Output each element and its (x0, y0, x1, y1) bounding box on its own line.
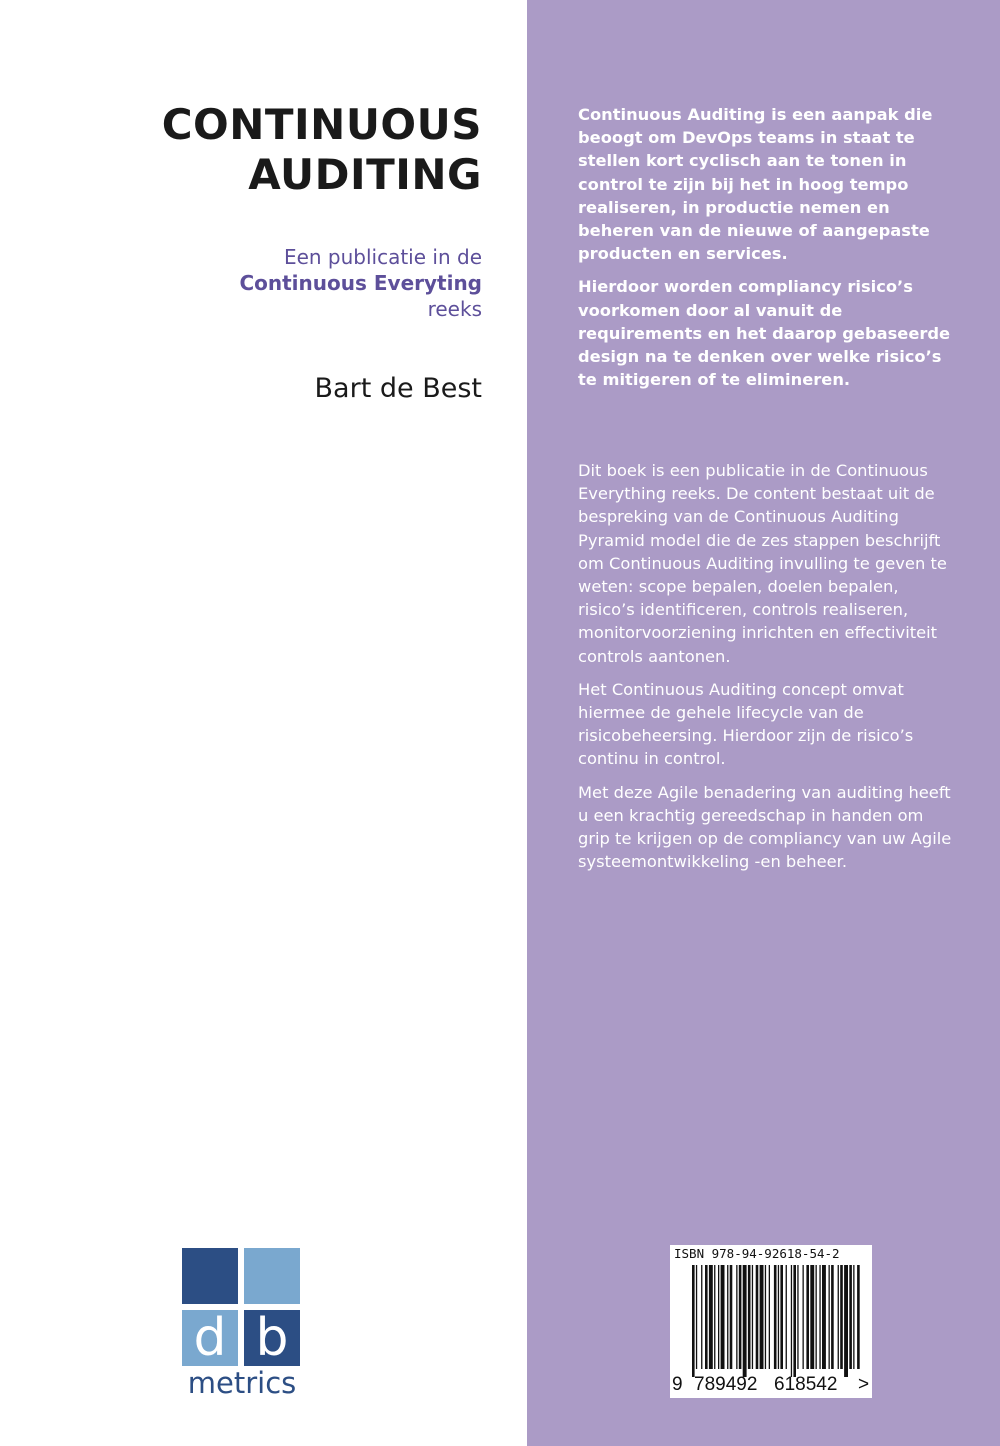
barcode-bar (829, 1265, 830, 1369)
barcode-bar (714, 1265, 715, 1369)
barcode-bar (853, 1265, 854, 1369)
barcode-bar (756, 1265, 759, 1369)
barcode-bar (743, 1265, 747, 1377)
barcode-bar (727, 1265, 728, 1369)
barcode-bar (736, 1265, 737, 1369)
barcode-bar (797, 1265, 798, 1369)
barcode-bar (810, 1265, 814, 1369)
barcode-bar (793, 1265, 796, 1377)
summary-paragraph-2: Hierdoor worden compliancy risico’s voorkomen door al vanuit de requirements en het daarop gebaseerde design na te denken over welke risico’s te mitigeren of te elimineren. (578, 277, 951, 390)
barcode-bar (838, 1265, 839, 1369)
description (578, 459, 958, 883)
barcode-bar (844, 1265, 848, 1377)
barcode-bar (778, 1265, 779, 1369)
title-line-2: AUDITING (248, 150, 482, 199)
barcode-bar (822, 1265, 826, 1369)
barcode-bar (819, 1265, 820, 1369)
barcode-bar (705, 1265, 708, 1369)
barcode-digit-first: 9 (672, 1374, 683, 1395)
barcode-digit-group-1: 789492 (694, 1374, 758, 1395)
barcode-bar (849, 1265, 852, 1369)
barcode-bar (718, 1265, 719, 1369)
barcode-bar (692, 1265, 695, 1377)
barcode-bar (721, 1265, 725, 1369)
barcode-bar (780, 1265, 783, 1369)
barcode-bar (816, 1265, 817, 1369)
barcode-bar (739, 1265, 742, 1369)
barcode-bar (786, 1265, 787, 1369)
isbn-barcode (670, 1245, 872, 1398)
barcode-bar (791, 1265, 792, 1377)
author-name: Bart de Best (314, 373, 482, 404)
barcode-bar (752, 1265, 753, 1369)
barcode-digit-group-2: 618542 (774, 1374, 838, 1395)
barcode-bar (701, 1265, 702, 1369)
barcode-bar (857, 1265, 860, 1369)
bold-summary (578, 103, 958, 401)
logo-square-top-right (244, 1248, 300, 1304)
barcode-bar (765, 1265, 766, 1369)
barcode-bar (831, 1265, 834, 1369)
description-paragraph-1: Dit boek is een publicatie in de Continuous Everything reeks. De content bestaat uit de bespreking van de Continuous Auditing Pyramid model die de zes stappen beschrijft om Continuous Auditing invulling te geven te weten: scope bepalen, doelen bepalen, risico’s identificeren, controls realiseren, monitorvoorziening inrichten en effectiviteit controls aantonen. (578, 461, 947, 666)
description-paragraph-2: Het Continuous Auditing concept omvat hiermee de gehele lifecycle van de risicobeheersing. Hierdoor zijn de risico’s continu in control. (578, 679, 914, 769)
barcode-bar (760, 1265, 764, 1369)
summary-paragraph-1: Continuous Auditing is een aanpak die beoogt om DevOps teams in staat te stellen kort cyclisch aan te tonen in control te zijn bij het in hoog tempo realiseren, in productie nemen en beheren van de nieuwe of aangepaste producten en services. (578, 105, 933, 264)
logo-square-top-left (182, 1248, 238, 1304)
series-line-1: Een publicatie in de (283, 245, 482, 269)
barcode-digit-end: > (858, 1374, 870, 1395)
logo-letter-d: d (193, 1308, 227, 1368)
barcode-bar (774, 1265, 777, 1369)
barcode-bar (806, 1265, 809, 1369)
book-title (62, 100, 482, 200)
barcode-bars (674, 1265, 868, 1377)
barcode-bar (803, 1265, 804, 1369)
barcode-bar (696, 1265, 697, 1369)
barcode-bar (748, 1265, 751, 1369)
barcode-bar (709, 1265, 713, 1369)
series-name: Continuous Everyting (239, 271, 482, 295)
db-metrics-logo (182, 1248, 302, 1398)
series-note (82, 244, 482, 322)
logo-wordmark: metrics (187, 1366, 297, 1400)
barcode-bar (769, 1265, 770, 1369)
barcode-bar (840, 1265, 843, 1369)
title-line-1: CONTINUOUS (161, 100, 482, 149)
series-line-3: reeks (427, 297, 482, 321)
description-paragraph-3: Met deze Agile benadering van auditing heeft u een krachtig gereedschap in handen om grip te krijgen op de compliancy van uw Agile systeemontwikkeling -en beheer. (578, 782, 952, 872)
barcode-bar (730, 1265, 733, 1369)
logo-letter-b: b (255, 1308, 289, 1368)
isbn-label: ISBN 978-94-92618-54-2 (674, 1246, 840, 1261)
